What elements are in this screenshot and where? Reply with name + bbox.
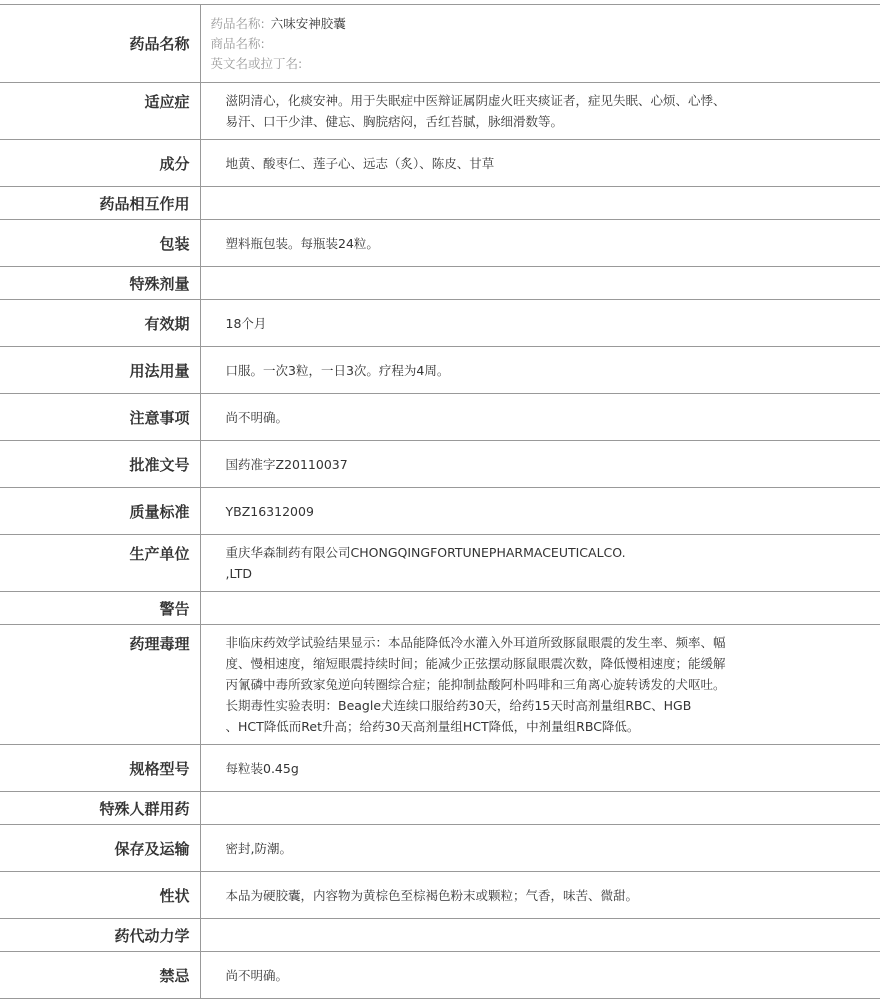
row-label: 规格型号 xyxy=(0,745,200,792)
row-value: YBZ16312009 xyxy=(225,503,314,519)
trade-name-line xyxy=(211,34,791,54)
name-block xyxy=(200,5,880,83)
row-value: 地黄、酸枣仁、莲子心、远志（炙）、陈皮、甘草 xyxy=(225,155,495,171)
row-value: 国药准字Z20110037 xyxy=(225,456,348,472)
generic-name-value: 六味安神胶囊 xyxy=(270,15,346,31)
row-label: 特殊人群用药 xyxy=(0,792,200,825)
row-special-dosage xyxy=(0,267,880,300)
row-drug-name xyxy=(0,5,880,83)
row-label: 用法用量 xyxy=(0,347,200,394)
row-value: 塑料瓶包装。每瓶装24粒。 xyxy=(225,235,379,251)
row-value xyxy=(200,592,880,625)
row-shelf-life xyxy=(0,300,880,347)
row-value xyxy=(200,187,880,220)
value-line: 易汗、口干少津、健忘、胸脘痞闷，舌红苔腻，脉细滑数等。 xyxy=(225,114,564,129)
row-storage xyxy=(0,825,880,872)
row-interactions xyxy=(0,187,880,220)
row-ingredients xyxy=(0,140,880,187)
row-manufacturer xyxy=(0,535,880,592)
row-value xyxy=(200,267,880,300)
row-label: 有效期 xyxy=(0,300,200,347)
row-label: 药品相互作用 xyxy=(0,187,200,220)
row-specification xyxy=(0,745,880,792)
value-line: 长期毒性实验表明：Beagle犬连续口服给药30天，给药15天时高剂量组RBC、HGB xyxy=(225,698,692,713)
row-label: 保存及运输 xyxy=(0,825,200,872)
row-label: 警告 xyxy=(0,592,200,625)
value-line: 、HCT降低而Ret升高；给药30天高剂量组HCT降低，中剂量组RBC降低。 xyxy=(225,719,640,734)
row-value: 尚不明确。 xyxy=(225,967,289,983)
row-value xyxy=(200,919,880,952)
row-precautions xyxy=(0,394,880,441)
value-line: 滋阴清心，化痰安神。用于失眠症中医辩证属阴虚火旺夹痰证者，症见失眠、心烦、心悸、 xyxy=(225,93,726,108)
row-pharmacology-toxicology xyxy=(0,625,880,745)
row-description xyxy=(0,872,880,919)
row-label: 药代动力学 xyxy=(0,919,200,952)
row-warning xyxy=(0,592,880,625)
value-line: ,LTD xyxy=(225,566,252,581)
row-dosage xyxy=(0,347,880,394)
latin-name-line xyxy=(211,54,791,74)
row-value xyxy=(200,792,880,825)
row-quality-standard xyxy=(0,488,880,535)
row-label: 注意事项 xyxy=(0,394,200,441)
row-label: 包装 xyxy=(0,220,200,267)
row-label: 禁忌 xyxy=(0,952,200,999)
row-value: 密封,防潮。 xyxy=(225,840,292,856)
latin-name-label: 英文名或拉丁名: xyxy=(210,55,303,71)
row-value xyxy=(200,625,880,745)
row-label: 性状 xyxy=(0,872,200,919)
row-label: 药理毒理 xyxy=(0,625,200,745)
row-value xyxy=(200,535,880,592)
value-line: 非临床药效学试验结果显示：本品能降低冷水灌入外耳道所致豚鼠眼震的发生率、频率、幅 xyxy=(225,635,726,650)
row-value: 本品为硬胶囊，内容物为黄棕色至棕褐色粉末或颗粒；气香，味苦、微甜。 xyxy=(225,887,639,903)
row-packaging xyxy=(0,220,880,267)
row-value: 尚不明确。 xyxy=(225,409,289,425)
row-special-populations xyxy=(0,792,880,825)
value-line: 丙氰磷中毒所致家兔逆向转圈综合症；能抑制盐酸阿朴吗啡和三角离心旋转诱发的犬呕吐。 xyxy=(225,677,726,692)
row-value: 每粒装0.45g xyxy=(225,760,299,776)
row-label: 成分 xyxy=(0,140,200,187)
trade-name-label: 商品名称: xyxy=(210,35,265,51)
row-contraindications xyxy=(0,952,880,999)
row-indication xyxy=(0,83,880,140)
row-approval-number xyxy=(0,441,880,488)
generic-name-line xyxy=(211,14,791,34)
row-label: 适应症 xyxy=(0,83,200,140)
generic-name-label: 药品名称: xyxy=(210,15,265,31)
row-label: 批准文号 xyxy=(0,441,200,488)
value-line: 度、慢相速度，缩短眼震持续时间；能减少正弦摆动豚鼠眼震次数，降低慢相速度；能缓解 xyxy=(225,656,726,671)
drug-info-sheet xyxy=(0,4,880,999)
row-value xyxy=(200,83,880,140)
row-label: 药品名称 xyxy=(0,5,200,83)
row-value: 18个月 xyxy=(225,315,267,331)
row-value: 口服。一次3粒，一日3次。疗程为4周。 xyxy=(225,362,450,378)
drug-info-table xyxy=(0,4,880,999)
row-pharmacokinetics xyxy=(0,919,880,952)
row-label: 质量标准 xyxy=(0,488,200,535)
row-label: 特殊剂量 xyxy=(0,267,200,300)
row-label: 生产单位 xyxy=(0,535,200,592)
value-line: 重庆华森制药有限公司CHONGQINGFORTUNEPHARMACEUTICALCO. xyxy=(225,545,626,560)
